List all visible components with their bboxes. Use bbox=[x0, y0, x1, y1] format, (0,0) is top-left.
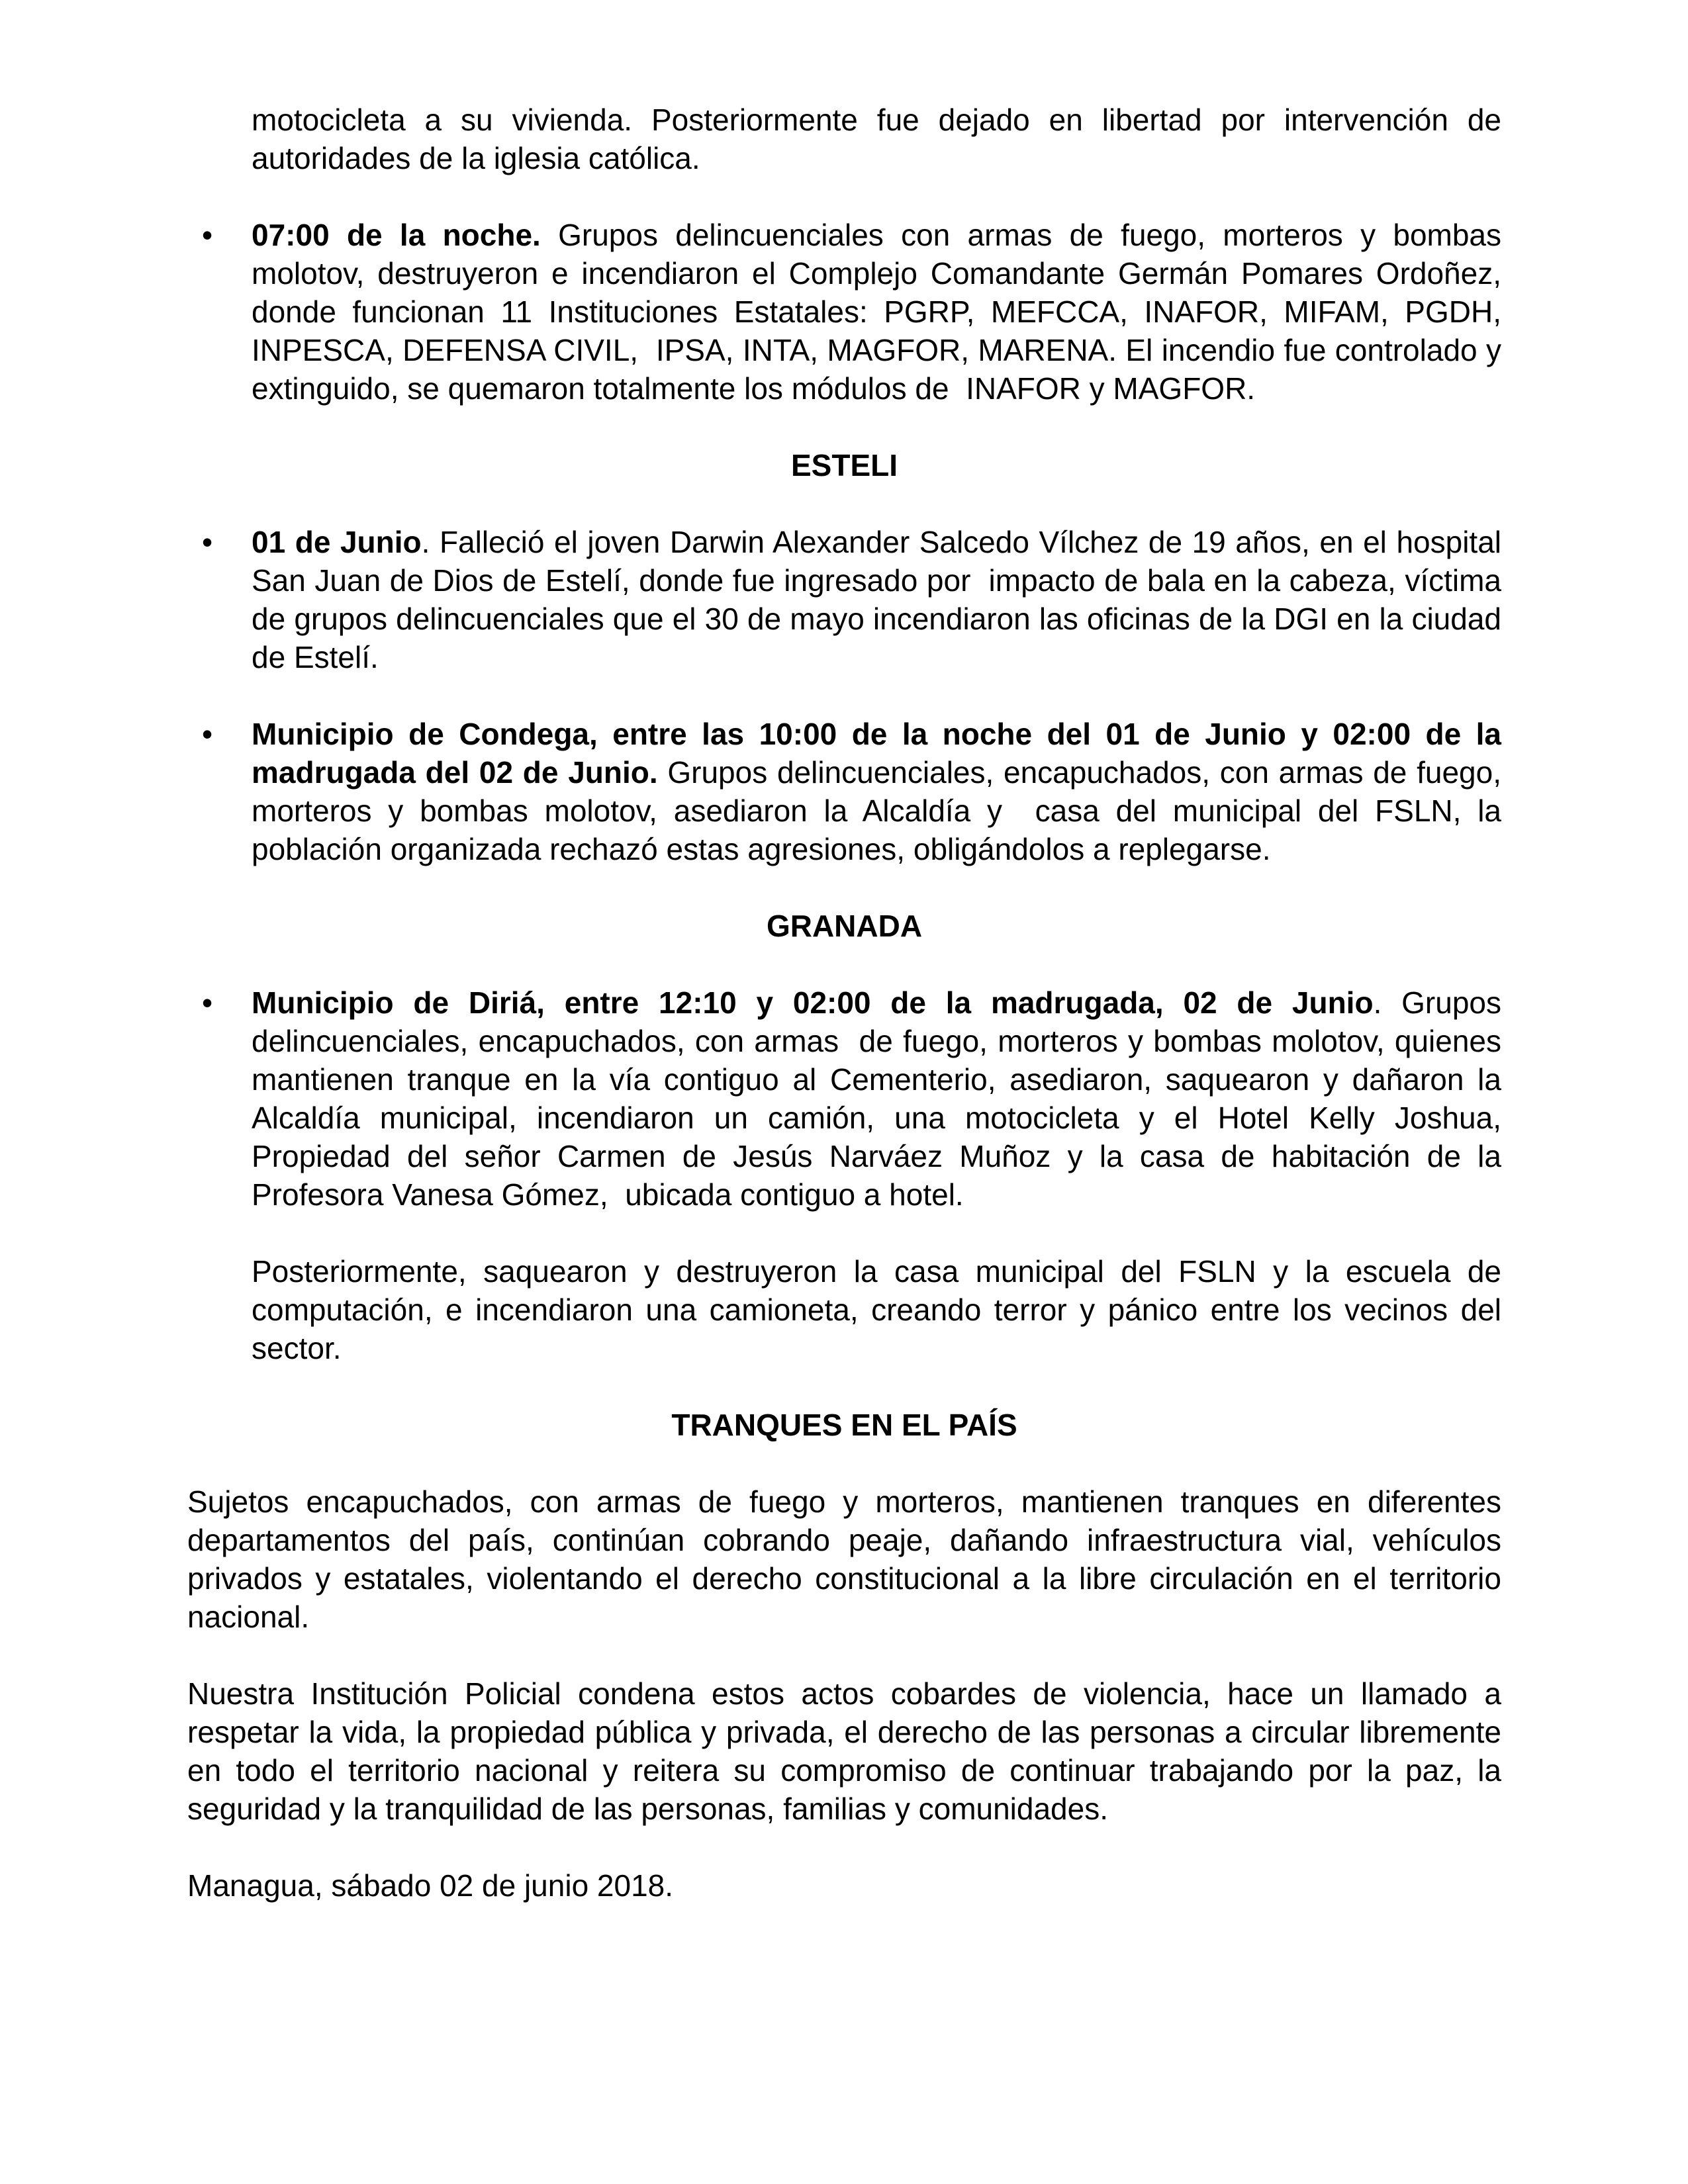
bullet-list-item bbox=[187, 983, 1510, 1214]
bullet-bold-lead: 07:00 de la noche. bbox=[252, 218, 541, 252]
bullet-bold-lead: Municipio de Diriá, entre 12:10 y 02:00 de la madrugada, 02 de Junio bbox=[252, 985, 1374, 1020]
bullet-body-text: . Falleció el joven Darwin Alexander Salcedo Vílchez de 19 años, en el hospital San Juan de Dios de Estelí, donde fue ingresado por impacto de bala en la cabeza, víctima de grupos delincuenciales que el 30 de mayo incendiaron las oficinas de la DGI en la ciudad de Estelí. bbox=[252, 525, 1519, 674]
bullet-body-text: . Grupos delincuenciales, encapuchados, con armas de fuego, morteros y bombas molotov, quienes mantienen tranque en la vía contiguo al Cementerio, asediaron, saquearon y dañaron la Alcaldía municipal, incendiaron un camión, una motocicleta y el Hotel Kelly Joshua, Propiedad del señor Carmen de Jesús Narváez Muñoz y la casa de habitación de la Profesora Vanesa Gómez, ubicada contiguo a hotel. bbox=[252, 985, 1510, 1212]
continuation-paragraph: Posteriormente, saquearon y destruyeron la casa municipal del FSLN y la escuela de computación, e incendiaron una camioneta, creando terror y pánico entre los vecinos del sector. bbox=[252, 1254, 1510, 1365]
bullet-list-item bbox=[187, 523, 1519, 676]
bullet-icon: • bbox=[202, 985, 213, 1020]
document-body bbox=[187, 101, 1519, 1905]
bullet-paragraph bbox=[252, 523, 1519, 676]
bullet-bold-lead: Municipio de Condega, entre las 10:00 de la noche del 01 de Junio y 02:00 de la madrugada del 02 de Junio. bbox=[252, 717, 1510, 790]
section-heading: TRANQUES EN EL PAÍS bbox=[671, 1408, 1017, 1442]
bullet-list-item bbox=[187, 715, 1510, 868]
bullet-body-text: Grupos delincuenciales, encapuchados, con armas de fuego, morteros y bombas molotov, asediaron la Alcaldía y casa del municipal del FSLN, la población organizada rechazó estas agresiones, obligándolos a replegarse. bbox=[252, 755, 1510, 866]
section-heading: ESTELI bbox=[790, 448, 898, 482]
bullet-body-text: Grupos delincuenciales con armas de fuego, morteros y bombas molotov, destruyeron e incendiaron el Complejo Comandante Germán Pomares Ordoñez, donde funcionan 11 Instituciones Estatales: PGRP, MEFCCA, INAFOR, MIFAM, PGDH, INPESCA, DEFENSA CIVIL, IPSA, INTA, MAGFOR, MARENA. El incendio fue controlado y extinguido, se quemaron totalmente los módulos de INAFOR y MAGFOR. bbox=[252, 218, 1510, 406]
bullet-icon: • bbox=[202, 525, 213, 559]
bullet-bold-lead: 01 de Junio bbox=[252, 525, 422, 559]
bullet-paragraph bbox=[252, 983, 1510, 1214]
section-heading: GRANADA bbox=[766, 909, 923, 943]
bullet-list-item bbox=[187, 216, 1510, 408]
body-paragraph: Nuestra Institución Policial condena estos actos cobardes de violencia, hace un llamado a respetar la vida, la propiedad pública y privada, el derecho de las personas a circular libremente en todo el territorio nacional y reitera su compromiso de continuar trabajando por la paz, la seguridad y la tranquilidad de las personas, familias y comunidades. bbox=[187, 1676, 1510, 1826]
body-paragraph: Managua, sábado 02 de junio 2018. bbox=[187, 1868, 674, 1903]
continuation-paragraph: motocicleta a su vivienda. Posteriormente fue dejado en libertad por intervención de autoridades de la iglesia católica. bbox=[252, 103, 1510, 175]
body-paragraph: Sujetos encapuchados, con armas de fuego y morteros, mantienen tranques en diferentes departamentos del país, continúan cobrando peaje, dañando infraestructura vial, vehículos privados y estatales, violentando el derecho constitucional a la libre circulación en el territorio nacional. bbox=[187, 1484, 1510, 1634]
bullet-paragraph bbox=[252, 216, 1510, 408]
bullet-paragraph bbox=[252, 715, 1510, 868]
bullet-icon: • bbox=[202, 717, 213, 751]
bullet-icon: • bbox=[202, 218, 213, 252]
